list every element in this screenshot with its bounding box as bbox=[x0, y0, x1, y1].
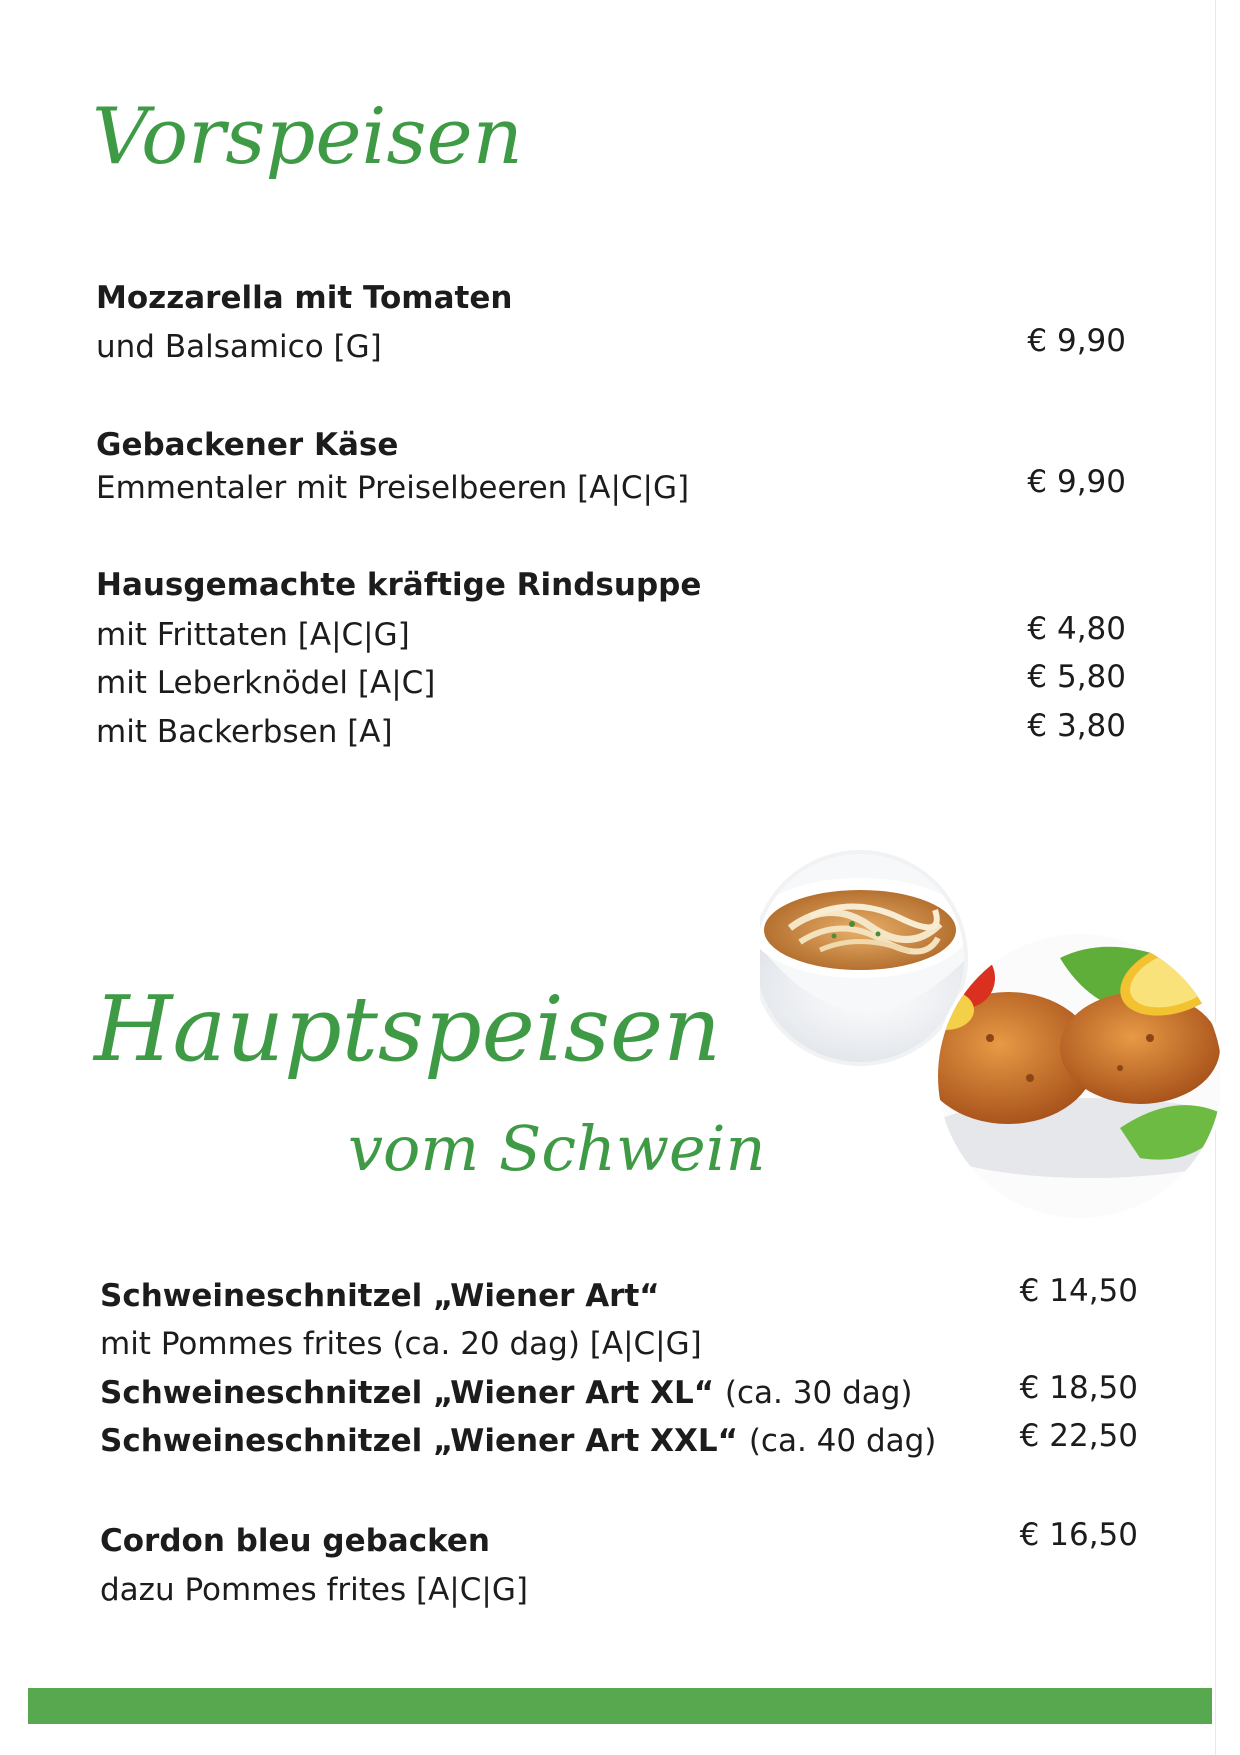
item-price-schnitzel: € 14,50 bbox=[1019, 1273, 1138, 1309]
item-price-schnitzel-xxl: € 22,50 bbox=[1019, 1418, 1138, 1454]
item-name-gebackener-kaese: Gebackener Käse bbox=[96, 427, 399, 463]
soup-option-frittaten: mit Frittaten [A|C|G] bbox=[96, 617, 410, 653]
item-name-cordon-bleu: Cordon bleu gebacken bbox=[100, 1523, 490, 1559]
soup-price-backerbsen: € 3,80 bbox=[1027, 708, 1126, 744]
item-name-schnitzel-xl bbox=[100, 1375, 913, 1411]
item-price-gebackener-kaese: € 9,90 bbox=[1027, 464, 1126, 500]
soup-price-frittaten: € 4,80 bbox=[1027, 611, 1126, 647]
soup-option-leberknoedel: mit Leberknödel [A|C] bbox=[96, 665, 436, 701]
schnitzel-xl-weight: (ca. 30 dag) bbox=[724, 1375, 913, 1411]
item-name-mozzarella: Mozzarella mit Tomaten bbox=[96, 280, 513, 316]
footer-green-bar bbox=[28, 1688, 1212, 1724]
item-name-schnitzel: Schweineschnitzel „Wiener Art“ bbox=[100, 1278, 660, 1314]
schnitzel-xxl-label: Schweineschnitzel „Wiener Art XXL“ bbox=[100, 1423, 739, 1459]
soup-option-backerbsen: mit Backerbsen [A] bbox=[96, 714, 393, 750]
section-title-vorspeisen: Vorspeisen bbox=[92, 92, 523, 182]
section-subtitle-vom-schwein: vom Schwein bbox=[348, 1112, 766, 1185]
food-photos bbox=[760, 838, 1220, 1218]
schnitzel-xl-label: Schweineschnitzel „Wiener Art XL“ bbox=[100, 1375, 715, 1411]
item-desc-cordon-bleu: dazu Pommes frites [A|C|G] bbox=[100, 1572, 528, 1608]
item-name-schnitzel-xxl bbox=[100, 1423, 937, 1459]
item-desc-mozzarella: und Balsamico [G] bbox=[96, 329, 382, 365]
item-name-rindsuppe: Hausgemachte kräftige Rindsuppe bbox=[96, 567, 702, 603]
schnitzel-xxl-weight: (ca. 40 dag) bbox=[748, 1423, 937, 1459]
section-title-hauptspeisen: Hauptspeisen bbox=[94, 977, 722, 1082]
item-desc-gebackener-kaese: Emmentaler mit Preiselbeeren [A|C|G] bbox=[96, 470, 690, 506]
item-price-schnitzel-xl: € 18,50 bbox=[1019, 1370, 1138, 1406]
item-price-cordon-bleu: € 16,50 bbox=[1019, 1517, 1138, 1553]
item-price-mozzarella: € 9,90 bbox=[1027, 323, 1126, 359]
item-desc-schnitzel: mit Pommes frites (ca. 20 dag) [A|C|G] bbox=[100, 1326, 702, 1362]
soup-price-leberknoedel: € 5,80 bbox=[1027, 659, 1126, 695]
